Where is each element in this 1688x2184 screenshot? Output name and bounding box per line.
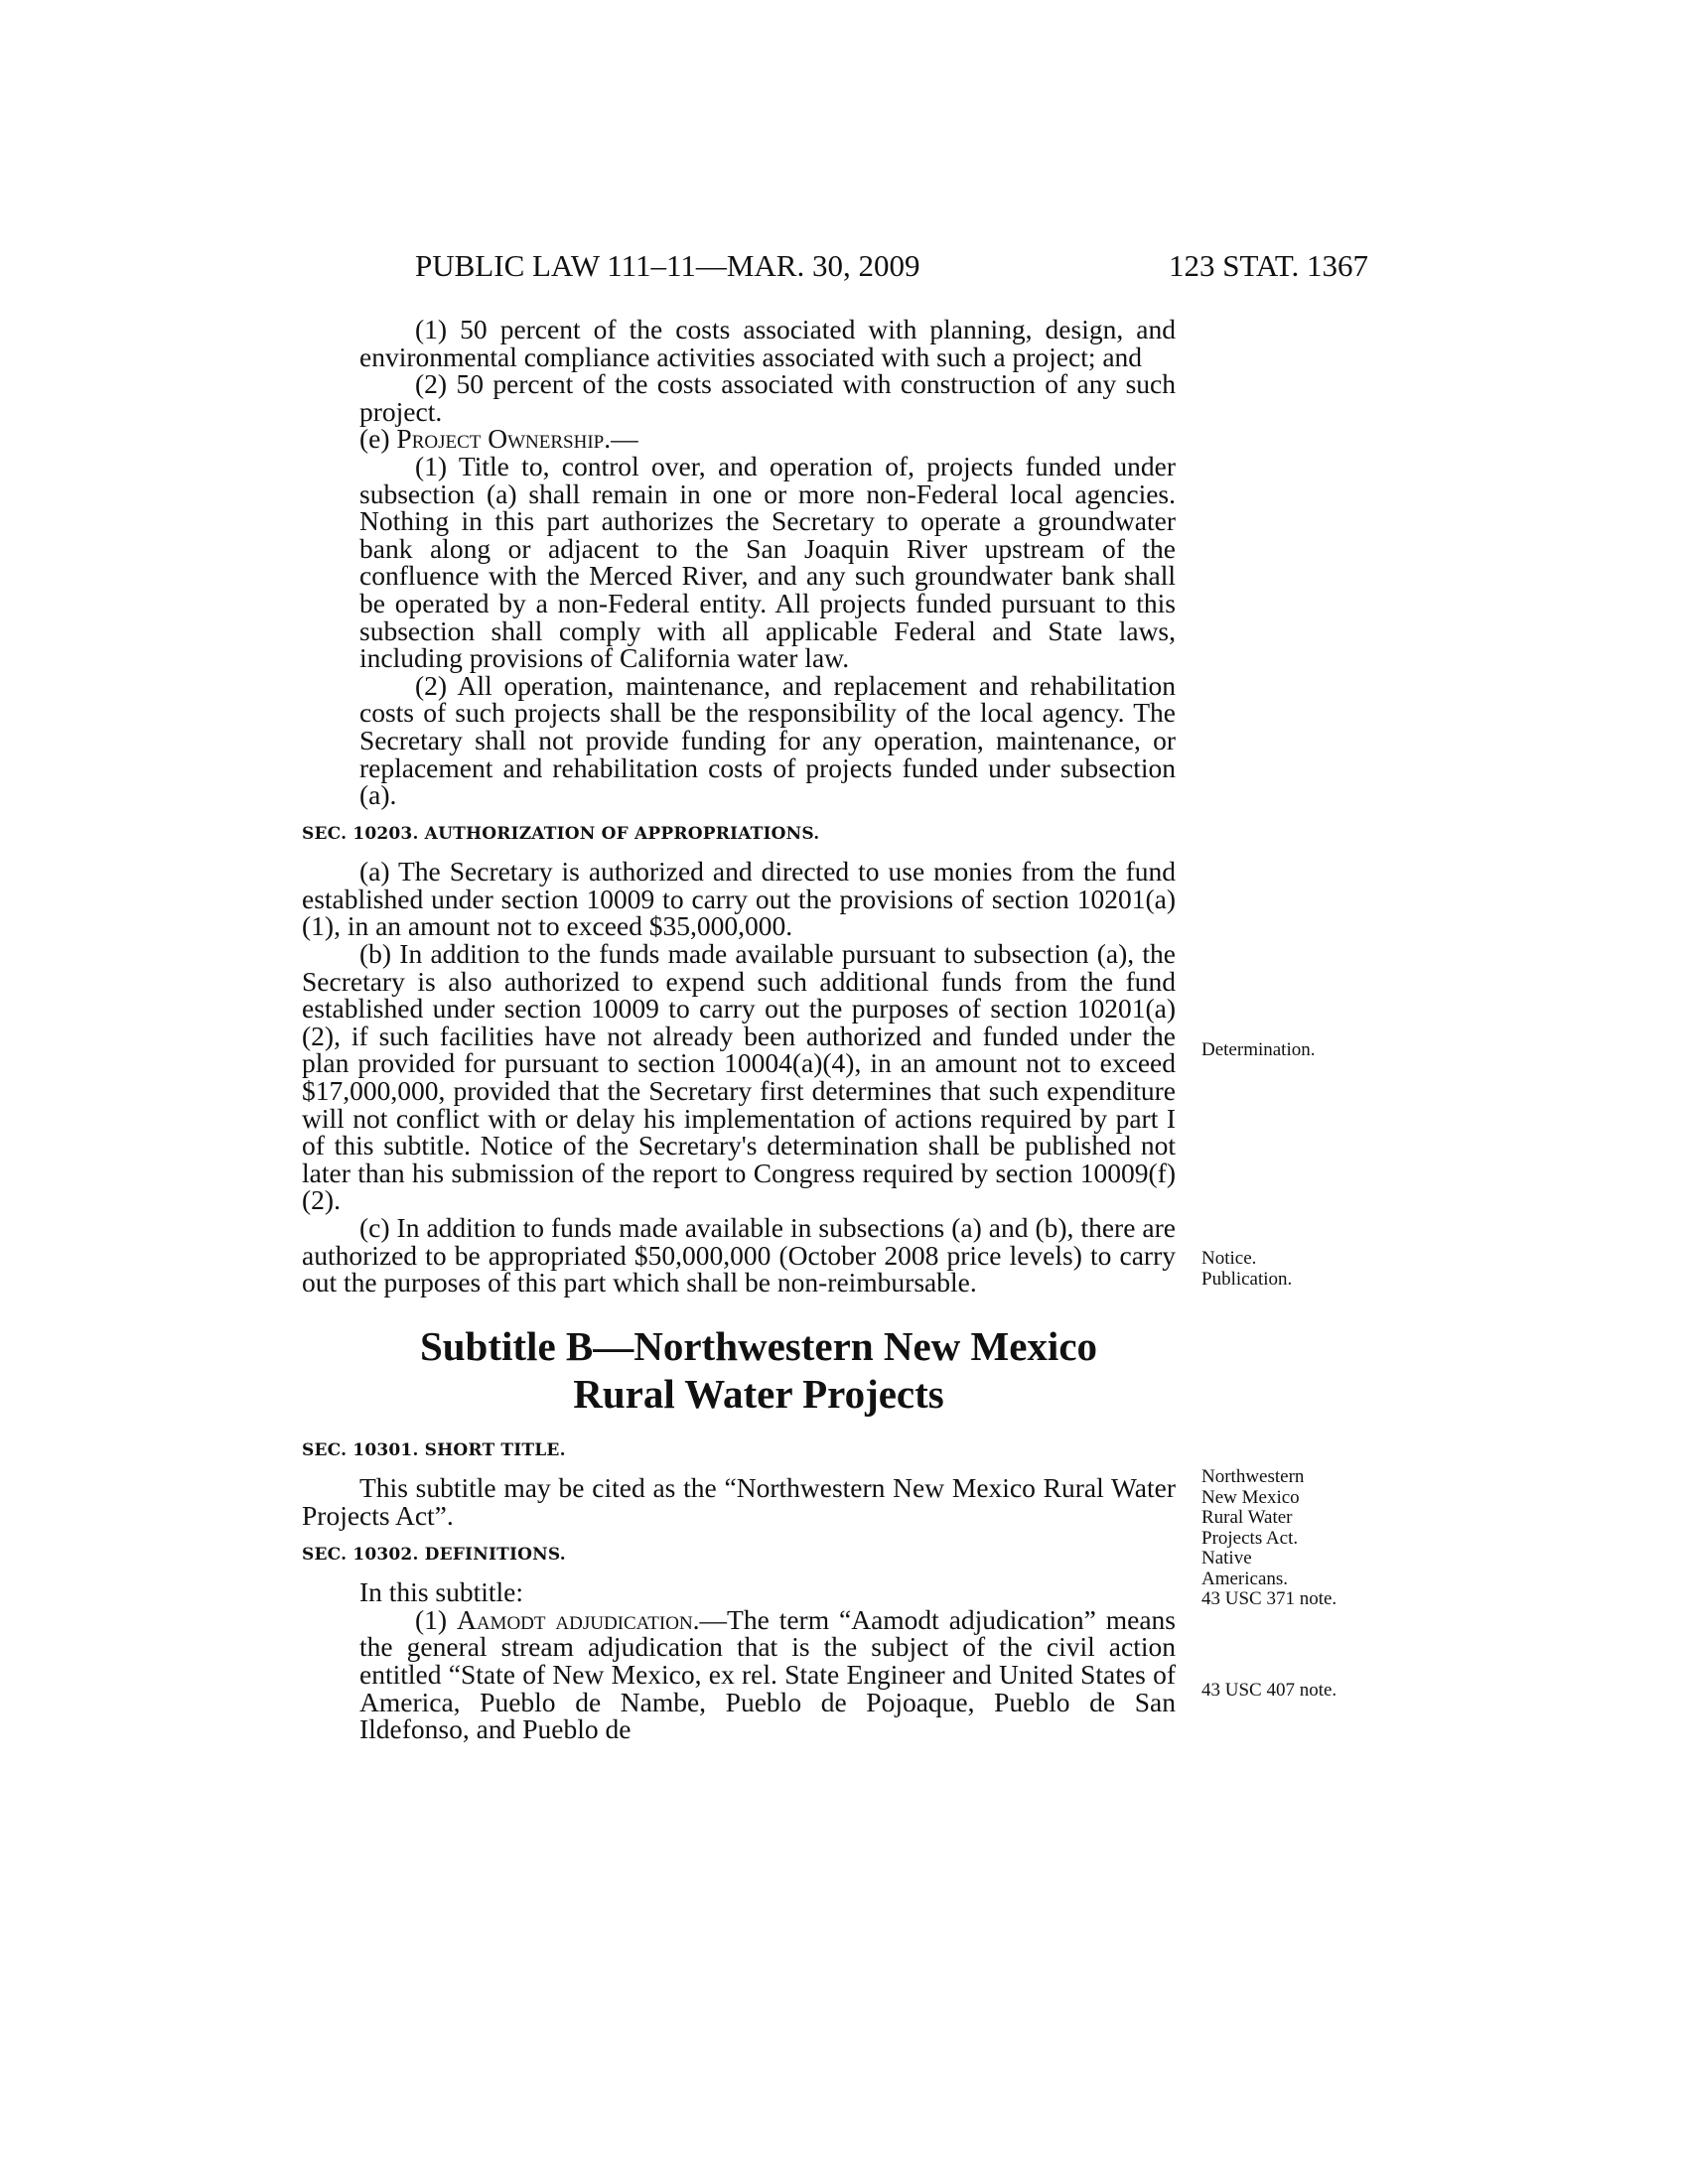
statute-page-number: 123 STAT. 1367 bbox=[1168, 248, 1368, 283]
margin-note-notice: Notice. bbox=[1201, 1248, 1257, 1269]
definition-dash: .— bbox=[692, 1603, 728, 1635]
margin-note-line: Americans. bbox=[1201, 1568, 1289, 1589]
margin-note-line: Northwestern bbox=[1201, 1466, 1305, 1487]
margin-note-usc-407: 43 USC 407 note. bbox=[1201, 1680, 1337, 1701]
paragraph-short-title: This subtitle may be cited as the “Northwestern New Mexico Rural Water Projects Act”. bbox=[302, 1472, 1176, 1531]
subtitle-b-heading bbox=[302, 1322, 1176, 1418]
subtitle-line-2: Rural Water Projects bbox=[573, 1370, 944, 1417]
margin-note-line: Projects Act. bbox=[1201, 1527, 1299, 1549]
paragraph-d2: (2) 50 percent of the costs associated with construction of any such project. bbox=[359, 368, 1176, 427]
public-law-citation: PUBLIC LAW 111–11—MAR. 30, 2009 bbox=[415, 248, 920, 283]
definition-text: The term “Aamodt adjudication” means the general stream adjudication that is the subject of the civil action entitled “State of New Mexico, ex rel. State Engineer and United States of America, Pueblo de Nambe, Pueblo de Pojoaque, Pueblo de San Ildefonso, and Pueblo de bbox=[359, 1603, 1176, 1745]
definition-label: (1) bbox=[415, 1603, 457, 1635]
project-ownership-heading: Project Ownership bbox=[396, 423, 605, 455]
subsection-e-heading bbox=[302, 425, 1176, 453]
margin-note-act-name bbox=[1201, 1467, 1400, 1610]
paragraph-10203-b: (b) In addition to the funds made available pursuant to subsection (a), the Secretary is also authorized to expend such additional funds from the fund established under section 10009 to carry out the purposes of section 10201(a)(2), if such facilities have not already been authorized and funded under the plan provided for pursuant to section 10004(a)(4), in an amount not to exceed $17,000,000, provided that the Secretary first determines that such expenditure will not conflict with or delay his implementation of actions required by part I of this subtitle. Notice of the Secretary's determination shall be published not later than his submission of the report to Congress required by section 10009(f)(2). bbox=[302, 938, 1176, 1216]
paragraph-e2: (2) All operation, maintenance, and replacement and rehabilitation costs of such projects shall be the responsibility of the local agency. The Secretary shall not provide funding for any operation, maintenance, or replacement and rehabilitation costs of projects funded under subsection (a). bbox=[359, 669, 1176, 811]
paragraph-d1: (1) 50 percent of the costs associated with planning, design, and environmental compliance activities associated with such a project; and bbox=[359, 314, 1176, 372]
paragraph-10203-c: (c) In addition to funds made available in subsections (a) and (b), there are authorized to be appropriated $50,000,000 (October 2008 price levels) to carry out the purposes of this part which shall be non-reimbursable. bbox=[302, 1212, 1176, 1298]
paragraph-10203-a: (a) The Secretary is authorized and directed to use monies from the fund established under section 10009 to carry out the provisions of section 10201(a)(1), in an amount not to exceed $35,000,000. bbox=[302, 856, 1176, 942]
margin-note-notice-publication bbox=[1201, 1249, 1400, 1290]
margin-note-line: Rural Water bbox=[1201, 1507, 1293, 1528]
main-text-column bbox=[302, 316, 1176, 1743]
section-10302-heading: SEC. 10302. DEFINITIONS. bbox=[302, 1544, 566, 1565]
heading-dash: .— bbox=[604, 423, 638, 455]
definition-term: Aamodt adjudication bbox=[456, 1603, 693, 1635]
definition-aamodt bbox=[302, 1603, 1176, 1745]
section-10203-heading: SEC. 10203. AUTHORIZATION OF APPROPRIATIONS. bbox=[302, 823, 820, 844]
margin-note-publication: Publication. bbox=[1201, 1268, 1293, 1290]
margin-note-line: Native bbox=[1201, 1548, 1252, 1569]
margin-note-determination: Determination. bbox=[1201, 1039, 1316, 1060]
subtitle-line-1: Subtitle B—Northwestern New Mexico bbox=[419, 1322, 1098, 1369]
subsection-e-label: (e) bbox=[359, 423, 397, 455]
paragraph-e1: (1) Title to, control over, and operation of, projects funded under subsection (a) shall remain in one or more non-Federal local agencies. Nothing in this part authorizes the Secretary to operate a groundwater bank along or adjacent to the San Joaquin River upstream of the confluence with the Merced River, and any such groundwater bank shall be operated by a non-Federal entity. All projects funded pursuant to this subsection shall comply with all applicable Federal and State laws, including provisions of California water law. bbox=[359, 450, 1176, 674]
margin-note-line: New Mexico bbox=[1201, 1486, 1300, 1508]
margin-note-usc-371: 43 USC 371 note. bbox=[1201, 1588, 1337, 1609]
paragraph-in-this-subtitle: In this subtitle: bbox=[359, 1576, 523, 1608]
section-10301-heading: SEC. 10301. SHORT TITLE. bbox=[302, 1439, 566, 1460]
